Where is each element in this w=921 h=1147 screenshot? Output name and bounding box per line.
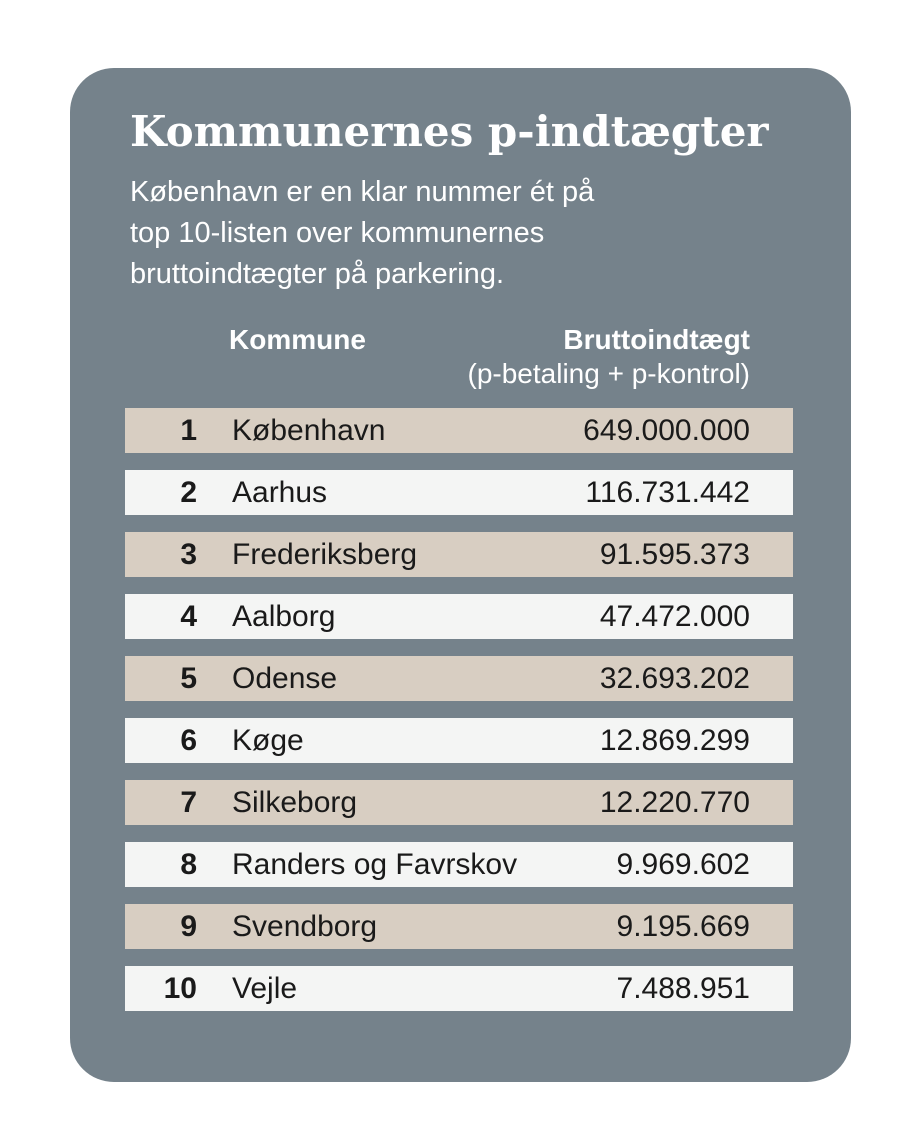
infographic-card	[70, 68, 851, 1082]
subtitle	[130, 172, 831, 295]
value-cell: 9.195.669	[616, 909, 750, 943]
page-title: Kommunernes p-indtægter	[130, 107, 769, 156]
kommune-cell: Køge	[232, 723, 304, 757]
kommune-cell: Aalborg	[232, 599, 336, 633]
ranking-table	[125, 323, 793, 1011]
rank-cell: 3	[180, 537, 197, 571]
table-row	[125, 470, 793, 515]
kommune-cell: Randers og Favrskov	[232, 847, 518, 881]
subtitle-line: top 10-listen over kommunernes	[130, 217, 545, 249]
table-row	[125, 904, 793, 949]
value-cell: 32.693.202	[599, 661, 750, 695]
value-cell: 649.000.000	[583, 413, 750, 447]
value-cell: 47.472.000	[599, 599, 750, 633]
table-row	[125, 656, 793, 701]
value-cell: 9.969.602	[616, 847, 750, 881]
kommune-cell: Svendborg	[232, 909, 378, 943]
table-row	[125, 780, 793, 825]
column-header-bruttoindtaegt-label: Bruttoindtægt	[563, 324, 750, 355]
table-row	[125, 532, 793, 577]
kommune-cell: Odense	[232, 661, 338, 695]
column-header-subnote: (p-betaling + p-kontrol)	[467, 358, 750, 389]
kommune-cell: Silkeborg	[232, 785, 358, 819]
rank-cell: 7	[180, 785, 197, 819]
rank-cell: 1	[180, 413, 197, 447]
value-cell: 12.869.299	[599, 723, 750, 757]
table-row	[125, 718, 793, 763]
rank-cell: 6	[180, 723, 197, 757]
value-cell: 116.731.442	[585, 475, 750, 509]
table-header	[125, 323, 793, 408]
subtitle-line: bruttoindtægter på parkering.	[130, 258, 504, 290]
rank-cell: 10	[163, 971, 197, 1005]
rank-cell: 9	[180, 909, 197, 943]
value-cell: 91.595.373	[599, 537, 750, 571]
column-header-kommune: Kommune	[229, 324, 366, 355]
subtitle-line: København er en klar nummer ét på	[130, 176, 595, 208]
table-row	[125, 966, 793, 1011]
value-cell: 12.220.770	[599, 785, 750, 819]
kommune-cell: Frederiksberg	[232, 537, 418, 571]
table-body	[125, 408, 793, 1011]
table-row	[125, 842, 793, 887]
rank-cell: 2	[180, 475, 197, 509]
kommune-cell: Vejle	[232, 971, 298, 1005]
rank-cell: 5	[180, 661, 197, 695]
kommune-cell: København	[232, 413, 386, 447]
rank-cell: 8	[180, 847, 197, 881]
table-row	[125, 594, 793, 639]
column-header-bruttoindtaegt	[468, 323, 750, 391]
value-cell: 7.488.951	[616, 971, 750, 1005]
kommune-cell: Aarhus	[232, 475, 328, 509]
table-row	[125, 408, 793, 453]
rank-cell: 4	[180, 599, 197, 633]
